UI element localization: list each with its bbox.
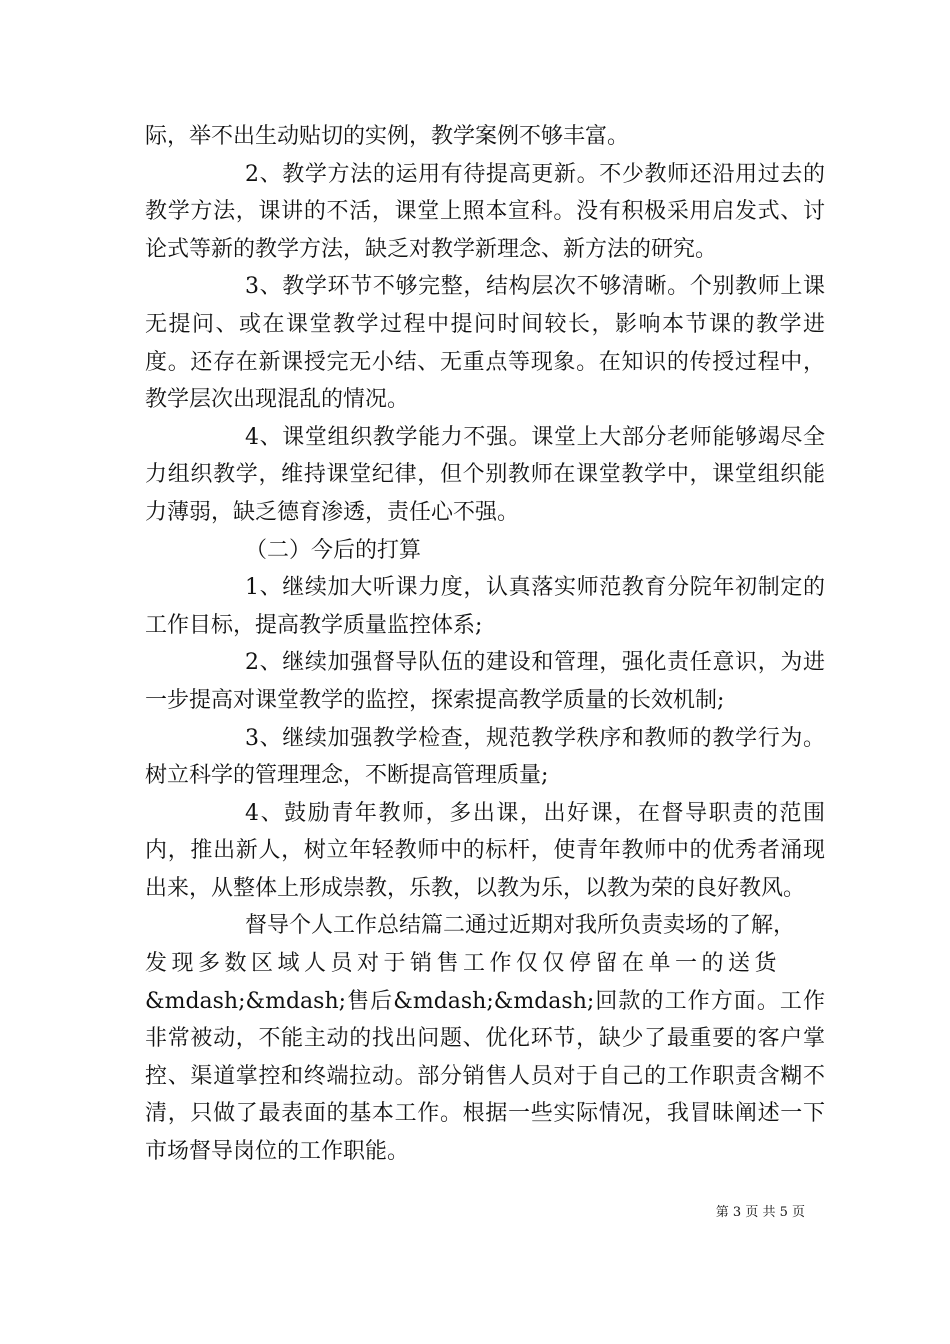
plan-item-4: 4、鼓励青年教师，多出课，出好课，在督导职责的范围内，推出新人，树立年轻教师中的标杆，使青年教师中的优秀者涌现出来，从整体上形成崇教，乐教，以教为乐，以教为荣的良好教风。	[145, 800, 825, 901]
section2-body: &mdash;&mdash;售后&mdash;&mdash;回款的工作方面。工作非常被动，不能主动的找出问题、优化环节，缺少了最重要的客户掌控、渠道掌控和终端拉动。部分销售人员对于自己的工作职责含糊不清，只做了最表面的基本工作。根据一些实际情况，我冒昧阐述一下市场督导岗位的工作职能。	[145, 988, 825, 1165]
paragraph-teaching-steps: 3、教学环节不够完整，结构层次不够清晰。个别教师上课无提问、或在课堂教学过程中提问时间较长，影响本节课的教学进度。还存在新课授完无小结、无重点等现象。在知识的传授过程中，教学层次出现混乱的情况。	[145, 274, 825, 413]
paragraph-teaching-methods: 2、教学方法的运用有待提高更新。不少教师还沿用过去的教学方法，课讲的不活，课堂上照本宣科。没有积极采用启发式、讨论式等新的教学方法，缺乏对教学新理念、新方法的研究。	[145, 161, 825, 262]
page-number-footer: 第 3 页 共 5 页	[715, 1205, 805, 1220]
plan-item-1: 1、继续加大听课力度，认真落实师范教育分院年初制定的工作目标，提高教学质量监控体系;	[145, 575, 825, 638]
plan-item-3: 3、继续加强教学检查，规范教学秩序和教师的教学行为。树立科学的管理理念，不断提高管理质量;	[145, 725, 825, 789]
paragraph-classroom-organization: 4、课堂组织教学能力不强。课堂上大部分老师能够竭尽全力组织教学，维持课堂纪律，但个别教师在课堂教学中，课堂组织能力薄弱，缺乏德育渗透，责任心不强。	[145, 424, 825, 525]
section-subheading: （二）今后的打算	[245, 537, 422, 563]
section2-second-line: 发现多数区域人员对于销售工作仅仅停留在单一的送货	[145, 951, 782, 977]
document-body	[145, 118, 825, 1171]
plan-item-2: 2、继续加强督导队伍的建设和管理，强化责任意识，为进一步提高对课堂教学的监控，探索提高教学质量的长效机制;	[145, 650, 825, 713]
paragraph-continuation: 际，举不出生动贴切的实例，教学案例不够丰富。	[145, 124, 630, 149]
section2-first-line: 督导个人工作总结篇二通过近期对我所负责卖场的了解，	[245, 913, 796, 939]
